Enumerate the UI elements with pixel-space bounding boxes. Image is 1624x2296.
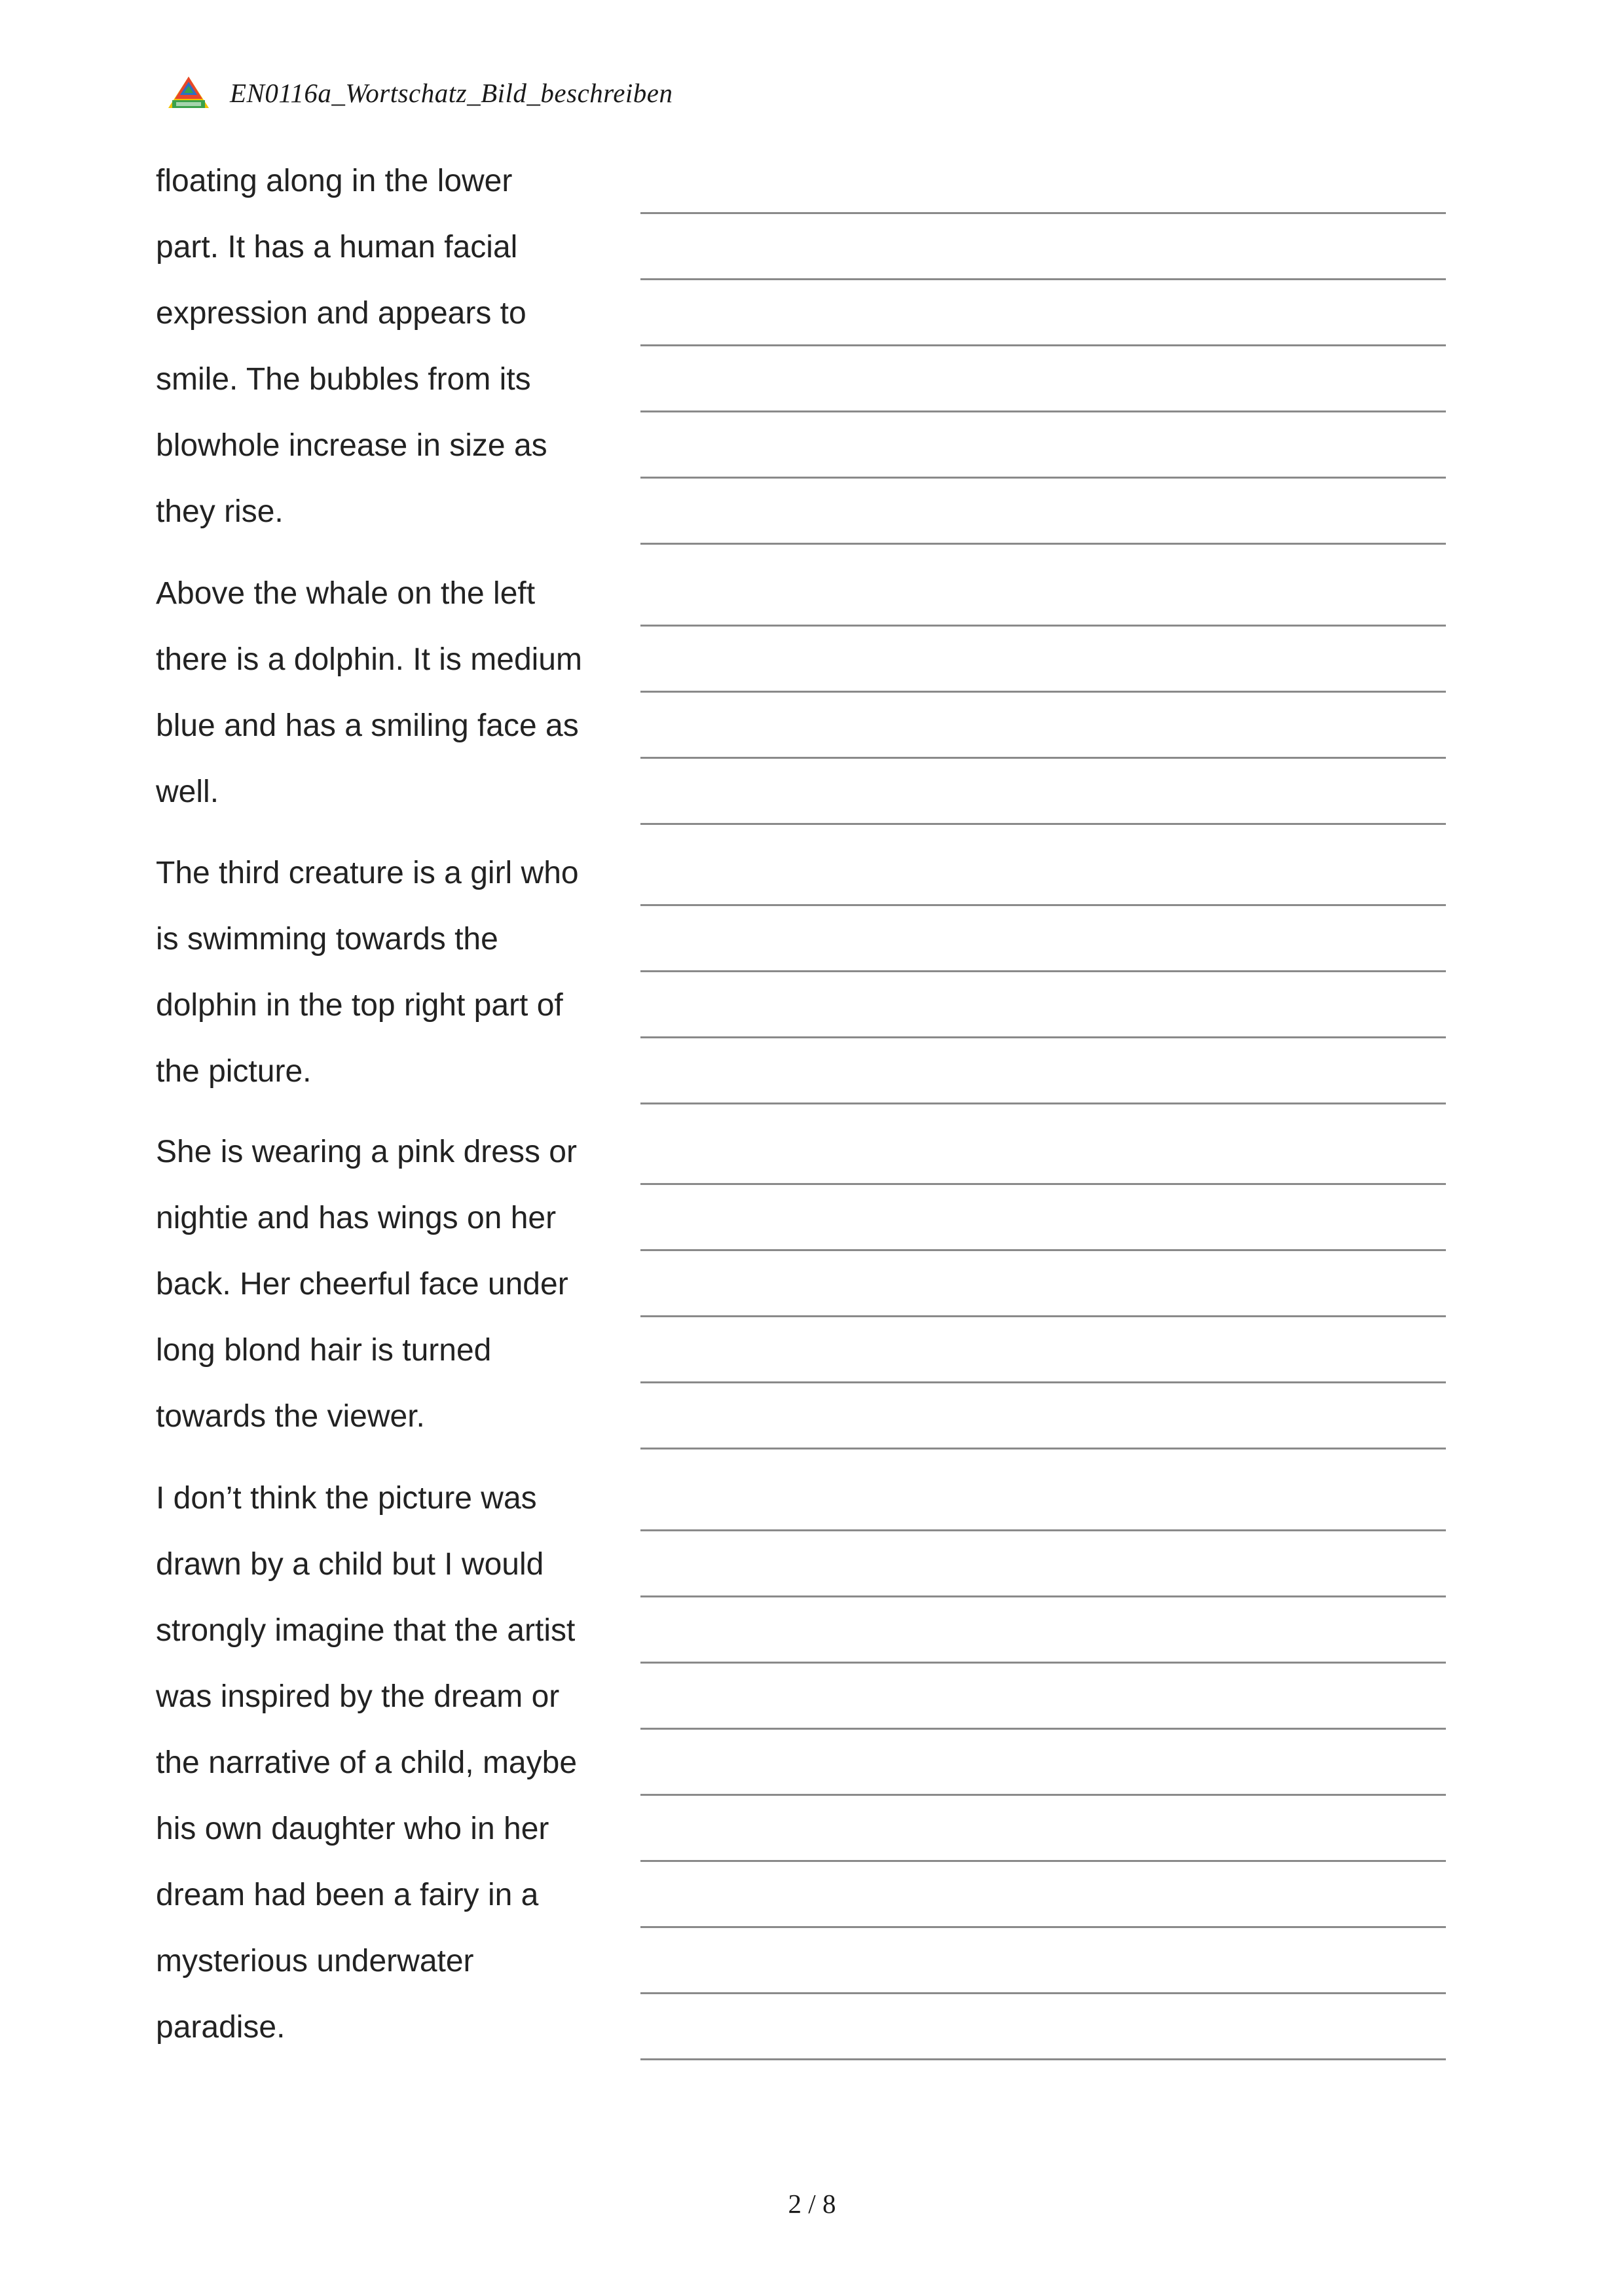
worksheet-row: [156, 1730, 1446, 1796]
paragraph-line-text: floating along in the lower: [156, 164, 513, 198]
worksheet-row: [156, 627, 1446, 693]
paragraph-line-text: the narrative of a child, maybe: [156, 1745, 578, 1780]
paragraph-line-text: his own daughter who in her: [156, 1812, 549, 1846]
paragraph-line-text: blue and has a smiling face as: [156, 708, 579, 743]
worksheet-row: [156, 1119, 1446, 1185]
worksheet-row: [156, 412, 1446, 479]
worksheet-row: [156, 1664, 1446, 1730]
worksheet-row: [156, 1383, 1446, 1449]
paragraph-line-text: expression and appears to: [156, 296, 526, 331]
paragraph-line-text: strongly imagine that the artist: [156, 1613, 576, 1648]
paragraph-line-text: is swimming towards the: [156, 922, 498, 957]
paragraph-line-text: part. It has a human facial: [156, 230, 518, 264]
worksheet-row: [156, 1928, 1446, 1994]
paragraph-line-text: dolphin in the top right part of: [156, 988, 563, 1023]
paragraph-line-text: Above the whale on the left: [156, 576, 536, 611]
worksheet-row: [156, 346, 1446, 412]
paragraph-line-text: the picture.: [156, 1054, 312, 1089]
worksheet-row: [156, 1597, 1446, 1664]
paragraph-line-text: long blond hair is turned: [156, 1333, 492, 1368]
worksheet-row: [156, 479, 1446, 545]
paragraph-line-text: The third creature is a girl who: [156, 856, 579, 890]
worksheet-row: [156, 1862, 1446, 1928]
worksheet-row: [156, 906, 1446, 972]
writing-line[interactable]: [640, 823, 1446, 825]
worksheet-row: [156, 1994, 1446, 2060]
paragraph-line-text: mysterious underwater: [156, 1944, 474, 1978]
paragraph-line-text: dream had been a fairy in a: [156, 1878, 539, 1912]
paragraph-line-text: blowhole increase in size as: [156, 428, 547, 463]
writing-line[interactable]: [640, 1102, 1446, 1104]
worksheet-row: [156, 972, 1446, 1038]
worksheet-row: [156, 1185, 1446, 1251]
paragraph-line-text: towards the viewer.: [156, 1399, 425, 1434]
paragraph-line-text: well.: [156, 774, 219, 809]
paragraph-line-text: paradise.: [156, 2010, 286, 2045]
worksheet-row: [156, 1465, 1446, 1531]
writing-line[interactable]: [640, 543, 1446, 545]
worksheet-row: [156, 280, 1446, 346]
worksheet-row: [156, 1796, 1446, 1862]
worksheet-row: [156, 1317, 1446, 1383]
page-number: 2 / 8: [788, 2189, 836, 2219]
worksheet-row: [156, 560, 1446, 627]
paragraph-line-text: there is a dolphin. It is medium: [156, 642, 582, 677]
paragraph-line-text: smile. The bubbles from its: [156, 362, 531, 397]
paragraph-line-text: back. Her cheerful face under: [156, 1267, 568, 1302]
worksheet-row: [156, 1038, 1446, 1104]
paragraph-line-text: was inspired by the dream or: [156, 1679, 560, 1714]
writing-line[interactable]: [640, 2058, 1446, 2060]
document-title: EN0116a_Wortschatz_Bild_beschreiben: [230, 78, 673, 108]
paragraph-line-text: nightie and has wings on her: [156, 1201, 557, 1235]
worksheet-row: [156, 148, 1446, 214]
worksheet-row: [156, 759, 1446, 825]
worksheet-row: [156, 1251, 1446, 1317]
worksheet-row: [156, 693, 1446, 759]
paragraph-line-text: I don’t think the picture was: [156, 1481, 537, 1516]
worksheet-row: [156, 1531, 1446, 1597]
worksheet-row: [156, 214, 1446, 280]
paragraph-line-text: She is wearing a pink dress or: [156, 1135, 577, 1169]
worksheet-row: [156, 840, 1446, 906]
paragraph-line-text: drawn by a child but I would: [156, 1547, 544, 1582]
paragraph-line-text: they rise.: [156, 494, 284, 529]
writing-line[interactable]: [640, 1448, 1446, 1449]
